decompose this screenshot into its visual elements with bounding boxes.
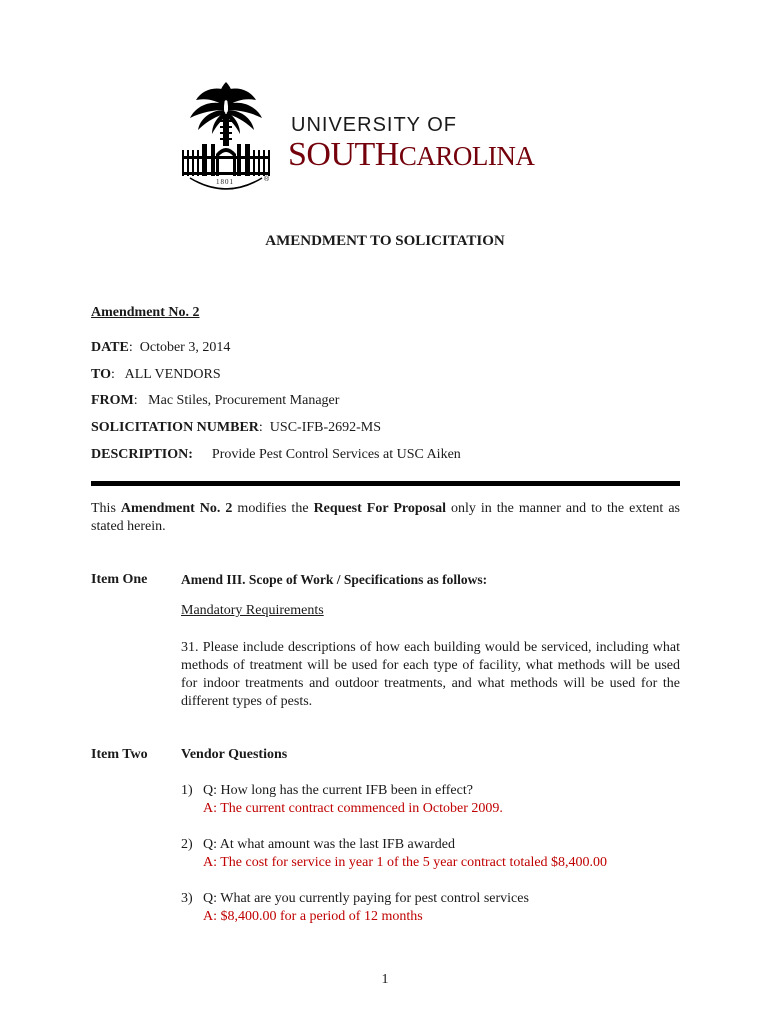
date-value: October 3, 2014 [139, 340, 231, 355]
palmetto-seal-icon [180, 78, 272, 194]
description-value: Provide Pest Control Services at USC Aiken [211, 447, 461, 462]
item-two-label [91, 747, 148, 763]
logo-word-south: SOUTH [288, 136, 399, 173]
question-number: 2) [181, 837, 193, 852]
item-one-requirement-31: 31. Please include descriptions of how each building would be serviced, including what methods of treatment will be used for each type of facility, what methods will be used for indoor treatments and outdoor treatments, and what methods will be used for the different types of pests. [181, 640, 680, 709]
item-one-heading [181, 572, 487, 588]
intro-bold-amendment: Amendment No. 2 [120, 501, 233, 516]
university-logo [180, 78, 590, 198]
to-value: ALL VENDORS [124, 367, 221, 382]
page-number: 1 [381, 972, 389, 987]
item-two-heading [181, 747, 287, 763]
divider-rule [91, 481, 680, 486]
logo-line-university-of: UNIVERSITY OF [291, 114, 457, 136]
amendment-number-text: Amendment No. 2 [91, 305, 200, 320]
question-number: 1) [181, 783, 193, 798]
item-one-subheading [181, 603, 324, 619]
item-one-heading-text: Amend III. Scope of Work / Specifications as follows: [181, 572, 488, 587]
vendor-question-1 [181, 782, 503, 818]
intro-text-2: modifies the [232, 501, 314, 516]
answer-text: A: The cost for service in year 1 of the 5 year contract totaled $8,400.00 [203, 855, 608, 870]
item-one-label [91, 572, 147, 588]
intro-bold-rfp: Request For Proposal [313, 501, 446, 516]
solicitation-number-label: SOLICITATION NUMBER [91, 420, 259, 435]
to-field: TO: ALL VENDORS [91, 367, 221, 382]
answer-text: A: The current contract commenced in October 2009. [203, 801, 503, 816]
to-label: TO [91, 367, 111, 382]
logo-year: 1801 [216, 178, 234, 186]
question-text: Q: At what amount was the last IFB awarded [203, 837, 455, 852]
question-number: 3) [181, 891, 193, 906]
solicitation-number-value: USC-IFB-2692-MS [269, 420, 382, 435]
intro-text-1: This [91, 501, 121, 516]
item-two-heading-text: Vendor Questions [181, 747, 288, 762]
from-label: FROM [91, 393, 134, 408]
intro-text-3: only in the manner and to the extent as stated herein. [91, 501, 680, 534]
item-two-label-text: Item Two [91, 747, 148, 762]
description-label: DESCRIPTION: [91, 447, 193, 462]
from-field: FROM: Mac Stiles, Procurement Manager [91, 393, 340, 408]
vendor-question-3 [181, 890, 529, 926]
from-value: Mac Stiles, Procurement Manager [148, 393, 340, 408]
item-one-subheading-text: Mandatory Requirements [181, 603, 324, 618]
document-title: AMENDMENT TO SOLICITATION [265, 233, 505, 249]
question-text: Q: How long has the current IFB been in effect? [203, 783, 473, 798]
logo-word-carolina: CAROLINA [398, 141, 535, 171]
amendment-number [91, 305, 200, 321]
registered-mark: ® [264, 176, 270, 183]
question-text: Q: What are you currently paying for pest control services [203, 891, 529, 906]
vendor-question-2 [181, 836, 607, 872]
description-field [91, 447, 461, 463]
solicitation-number-field: SOLICITATION NUMBER: USC-IFB-2692-MS [91, 420, 382, 435]
date-label: DATE [91, 340, 129, 355]
item-one-label-text: Item One [91, 572, 148, 587]
answer-text: A: $8,400.00 for a period of 12 months [203, 909, 423, 924]
date-field: DATE: October 3, 2014 [91, 340, 231, 355]
logo-line-south-carolina [288, 136, 534, 174]
intro-paragraph [91, 500, 680, 536]
